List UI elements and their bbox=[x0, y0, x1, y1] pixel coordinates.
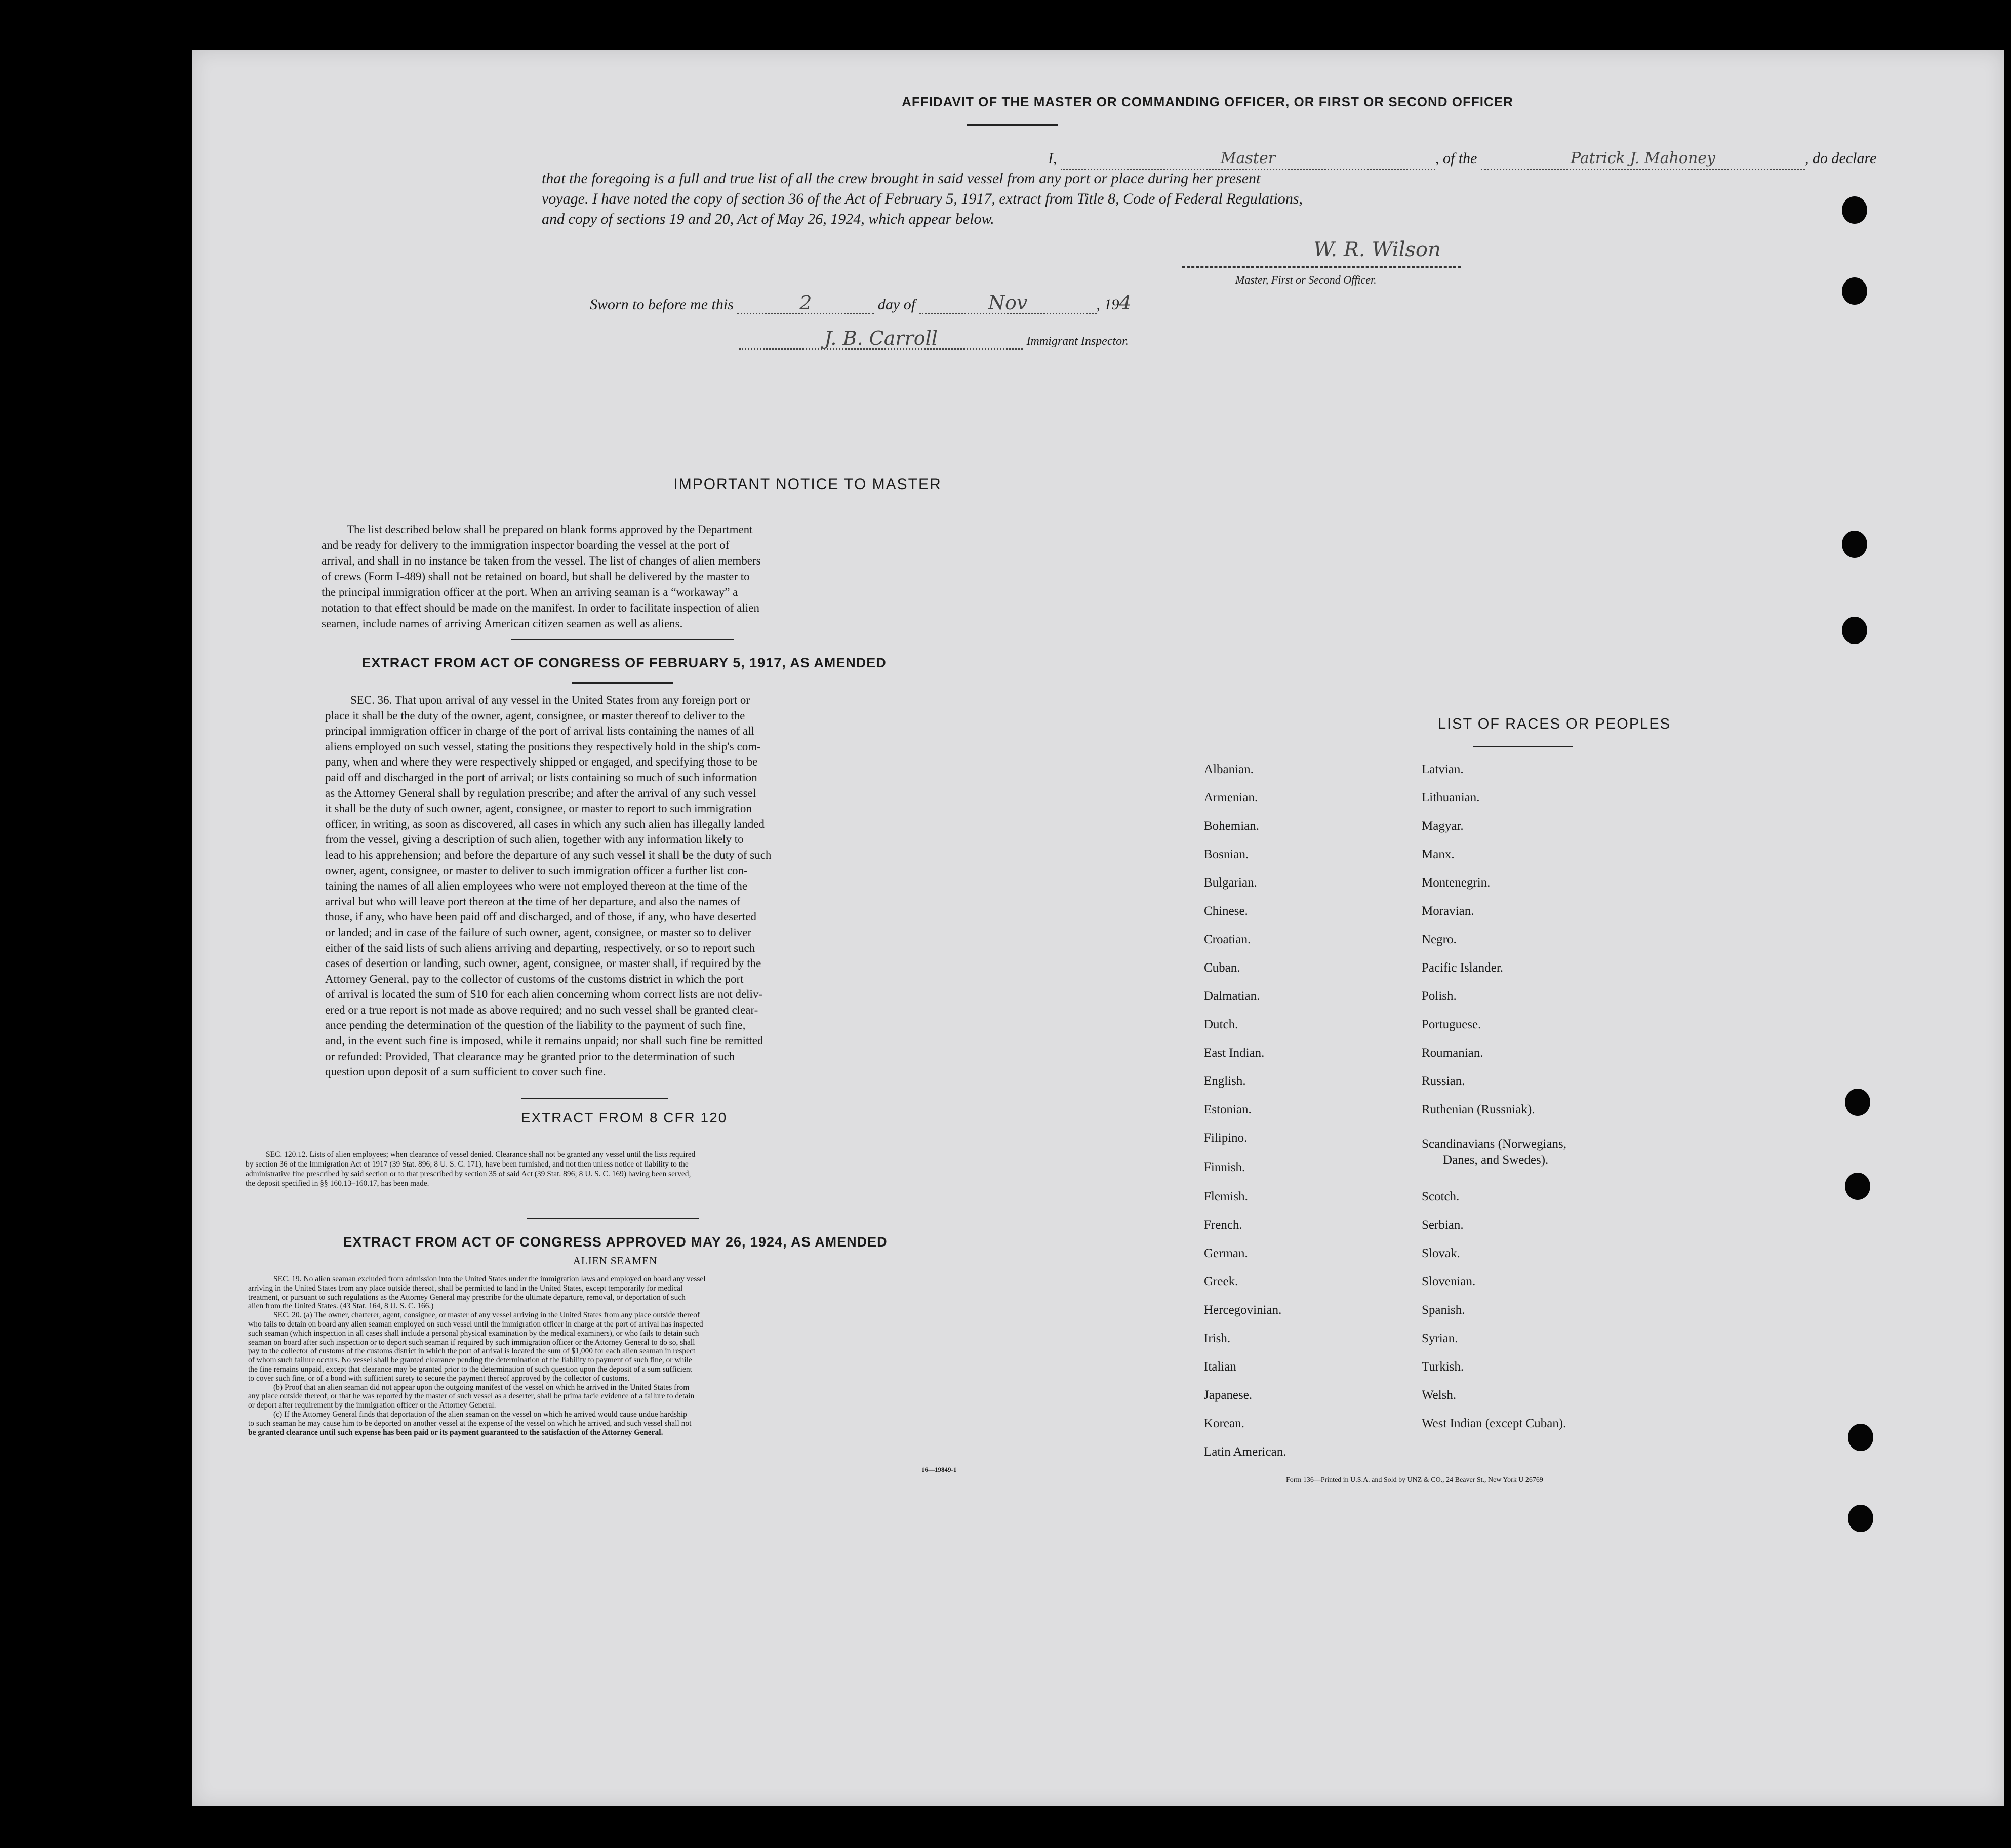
day-field: 2 bbox=[737, 293, 874, 314]
alien-seamen-subtitle: ALIEN SEAMEN bbox=[573, 1255, 658, 1267]
race-item: Bosnian. bbox=[1204, 848, 1249, 861]
race-item: Latvian. bbox=[1422, 762, 1464, 776]
notice-line: the principal immigration officer at the port. When an arriving seaman is a “workaway” a bbox=[321, 586, 738, 598]
section-line: ered or a true report is not made as above required; and no such vessel shall be granted clear- bbox=[325, 1003, 758, 1016]
race-item: Finnish. bbox=[1204, 1160, 1245, 1174]
race-item: Japanese. bbox=[1204, 1388, 1253, 1402]
race-item: Hercegovinian. bbox=[1204, 1303, 1282, 1317]
race-item: Flemish. bbox=[1204, 1190, 1248, 1203]
section-line: pay to the collector of customs of the customs district in which the port of arrival is located the sum of $1,000 for each alien seaman in respect bbox=[248, 1347, 696, 1356]
cfr-line: SEC. 120.12. Lists of alien employees; when clearance of vessel denied. Clearance shall not be granted any vessel until the lists required bbox=[266, 1150, 696, 1159]
race-item: Scandinavians (Norwegians, bbox=[1422, 1137, 1567, 1151]
race-item: Italian bbox=[1204, 1360, 1236, 1374]
punch-hole bbox=[1845, 1089, 1870, 1116]
section-line: of arrival is located the sum of $10 for each alien concerning whom correct lists are not deliv- bbox=[325, 988, 763, 1001]
affidavit-line-4: and copy of sections 19 and 20, Act of May 26, 1924, which appear below. bbox=[542, 211, 994, 227]
race-item: East Indian. bbox=[1204, 1046, 1265, 1060]
notice-line: arrival, and shall in no instance be taken from the vessel. The list of changes of alien members bbox=[321, 554, 761, 567]
race-item: French. bbox=[1204, 1218, 1242, 1232]
affidavit-line-3: voyage. I have noted the copy of section 36 of the Act of February 5, 1917, extract from Title 8, Code of Federal Regulations, bbox=[542, 190, 1303, 207]
section-line: cases of desertion or landing, such owner, agent, consignee, or master shall, if required by the bbox=[325, 957, 761, 970]
divider bbox=[511, 639, 734, 640]
punch-hole bbox=[1848, 1505, 1873, 1532]
race-item: Roumanian. bbox=[1422, 1046, 1483, 1060]
year-prefix: , 19 bbox=[1096, 296, 1119, 313]
divider bbox=[521, 1098, 668, 1099]
section-line: aliens employed on such vessel, stating the positions they respectively hold in the ship's com- bbox=[325, 740, 761, 753]
sworn-line bbox=[590, 293, 1132, 315]
affidavit-line-2: that the foregoing is a full and true list of all the crew brought in said vessel from any port or place during her present bbox=[542, 170, 1261, 187]
race-item: Dutch. bbox=[1204, 1018, 1238, 1031]
vessel-name-field: Patrick J. Mahoney bbox=[1481, 148, 1805, 170]
section-line: question upon deposit of a sum sufficient to cover such fine. bbox=[325, 1065, 606, 1078]
section-line: be granted clearance until such expense has been paid or its payment guaranteed to the satisfaction of the Attorney General. bbox=[248, 1428, 663, 1437]
section-line: pany, when and where they were respectively shipped or engaged, and specifying those to be bbox=[325, 755, 758, 769]
year-field: 4 bbox=[1119, 292, 1132, 314]
officer-caption: Master, First or Second Officer. bbox=[1235, 273, 1377, 286]
race-item: Manx. bbox=[1422, 848, 1455, 861]
race-item: Lithuanian. bbox=[1422, 791, 1480, 805]
race-item: Armenian. bbox=[1204, 791, 1258, 805]
section-line: arrival but who will leave port thereon at the time of her departure, and also the names of bbox=[325, 895, 741, 908]
notice-line: notation to that effect should be made on the manifest. In order to facilitate inspection of alien bbox=[321, 601, 759, 614]
section-line: ance pending the determination of the question of the liability to the payment of such fine, bbox=[325, 1019, 746, 1032]
section-line: principal immigration officer in charge of the port of arrival lists containing the names of all bbox=[325, 725, 754, 738]
race-item: Spanish. bbox=[1422, 1303, 1465, 1317]
divider bbox=[527, 1218, 699, 1219]
race-item: Pacific Islander. bbox=[1422, 961, 1504, 975]
race-item: English. bbox=[1204, 1074, 1246, 1088]
section-line: alien from the United States. (43 Stat. 164, 8 U. S. C. 166.) bbox=[248, 1302, 434, 1311]
section-line: SEC. 20. (a) The owner, charterer, agent, consignee, or master of any vessel arriving in the United States from any place outside thereof bbox=[273, 1311, 700, 1320]
race-item: Bohemian. bbox=[1204, 819, 1260, 833]
extract-1917-title: EXTRACT FROM ACT OF CONGRESS OF FEBRUARY 5, 1917, AS AMENDED bbox=[361, 655, 887, 670]
punch-hole bbox=[1842, 277, 1867, 305]
race-item: Moravian. bbox=[1422, 904, 1474, 918]
race-item: Latin American. bbox=[1204, 1445, 1286, 1459]
section-line: as the Attorney General shall by regulation prescribe; and after the arrival of any such vessel bbox=[325, 786, 756, 799]
race-item: Estonian. bbox=[1204, 1103, 1252, 1116]
section-line: those, if any, who have been paid off and discharged, and of those, if any, who have deserted bbox=[325, 910, 757, 923]
punch-hole bbox=[1842, 617, 1867, 644]
of-the-label: , of the bbox=[1435, 150, 1477, 167]
section-line: either of the said lists of such aliens arriving and departing, respectively, or so to report such bbox=[325, 941, 755, 954]
section-line: SEC. 36. That upon arrival of any vessel in the United States from any foreign port or bbox=[350, 694, 750, 706]
section-line: officer, in writing, as soon as discovered, all cases in which any such alien has illegally landed bbox=[325, 817, 765, 830]
race-item: German. bbox=[1204, 1247, 1248, 1260]
extract-1917-body bbox=[325, 693, 912, 1080]
section-line: lead to his apprehension; and before the departure of any such vessel it shall be the duty of such bbox=[325, 848, 772, 861]
section-line: such seaman (which inspection in all cases shall include a personal physical examination by the medical examiners), or who fails to detain such bbox=[248, 1329, 699, 1338]
section-line: to such seaman he may cause him to be deported on another vessel at the expense of the vessel on which he arrived, and such vessel shall not bbox=[248, 1419, 692, 1428]
race-item: Turkish. bbox=[1422, 1360, 1464, 1374]
inspector-caption: Immigrant Inspector. bbox=[1026, 335, 1129, 348]
race-item: Danes, and Swedes). bbox=[1443, 1153, 1549, 1167]
notice-body bbox=[321, 521, 927, 631]
race-item: Slovak. bbox=[1422, 1247, 1460, 1260]
form-printer-line: Form 136—Printed in U.S.A. and Sold by UNZ & CO., 24 Beaver St., New York U 26769 bbox=[1286, 1476, 1543, 1484]
race-item: Croatian. bbox=[1204, 933, 1251, 946]
cfr-line: the deposit specified in §§ 160.13–160.17, has been made. bbox=[246, 1179, 429, 1188]
race-item: Welsh. bbox=[1422, 1388, 1457, 1402]
cfr-body bbox=[246, 1150, 980, 1188]
affidavit-title: AFFIDAVIT OF THE MASTER OR COMMANDING OFFICER, OR FIRST OR SECOND OFFICER bbox=[902, 94, 1513, 109]
race-item: Dalmatian. bbox=[1204, 989, 1260, 1003]
extract-1924-title: EXTRACT FROM ACT OF CONGRESS APPROVED MAY 26, 1924, AS AMENDED bbox=[343, 1234, 888, 1250]
race-item: Bulgarian. bbox=[1204, 876, 1257, 890]
divider bbox=[967, 124, 1058, 126]
race-item: Chinese. bbox=[1204, 904, 1248, 918]
race-item: Negro. bbox=[1422, 933, 1457, 946]
extract-1924-body bbox=[248, 1275, 977, 1437]
race-item: Filipino. bbox=[1204, 1131, 1248, 1145]
section-line: taining the names of all alien employees who were not employed thereon at the time of the bbox=[325, 879, 748, 893]
notice-title: IMPORTANT NOTICE TO MASTER bbox=[673, 476, 942, 493]
section-line: seaman on board after such inspection or to deport such seaman if required by such immigration officer or the Attorney General to do so, shall bbox=[248, 1338, 695, 1347]
month-field: Nov bbox=[919, 293, 1097, 314]
notice-line: and be ready for delivery to the immigration inspector boarding the vessel at the port of bbox=[321, 539, 730, 551]
race-item: Polish. bbox=[1422, 989, 1457, 1003]
punch-hole bbox=[1848, 1424, 1873, 1451]
section-line: any place outside thereof, or that he was reported by the master of such vessel as a deserter, shall be prima facie evidence of a failure to detain bbox=[248, 1392, 695, 1401]
section-line: or landed; and in case of the failure of such owner, agent, consignee, or master so to deliver bbox=[325, 926, 752, 939]
section-line: who fails to detain on board any alien seaman employed on such vessel until the immigration officer in charge at the port of arrival has inspected bbox=[248, 1319, 703, 1329]
section-line: of whom such failure occurs. No vessel shall be granted clearance pending the determination of the liability to payment of such fine, or while bbox=[248, 1356, 692, 1365]
section-line: place it shall be the duty of the owner, agent, consignee, or master thereof to deliver to the bbox=[325, 709, 745, 722]
race-item: Korean. bbox=[1204, 1417, 1244, 1430]
races-title: LIST OF RACES OR PEOPLES bbox=[1437, 716, 1671, 732]
race-item: West Indian (except Cuban). bbox=[1422, 1417, 1566, 1430]
section-line: and, in the event such fine is imposed, while it remains unpaid; nor shall such fine be remitted bbox=[325, 1034, 763, 1048]
race-item: Ruthenian (Russniak). bbox=[1422, 1103, 1535, 1116]
section-line: (b) Proof that an alien seaman did not appear upon the outgoing manifest of the vessel on which he arrived in the United States from bbox=[273, 1383, 690, 1392]
do-declare-label: , do declare bbox=[1805, 150, 1877, 167]
race-item: Syrian. bbox=[1422, 1332, 1458, 1345]
divider bbox=[1473, 746, 1573, 747]
section-line: owner, agent, consignee, or master to deliver to such immigration officer a further list con- bbox=[325, 864, 748, 877]
inspector-line bbox=[739, 328, 1129, 351]
section-line: or refunded: Provided, That clearance may be granted prior to the determination of such bbox=[325, 1050, 735, 1063]
inspector-signature: J. B. Carroll bbox=[739, 328, 1023, 350]
signature-line bbox=[1182, 266, 1461, 268]
divider bbox=[572, 682, 673, 684]
section-line: it shall be the duty of such owner, agent, consignee, or master to report to such immigration bbox=[325, 802, 752, 815]
section-line: to cover such fine, or of a bond with sufficient surety to secure the payment thereof approved by the collector of customs. bbox=[248, 1374, 630, 1383]
section-line: treatment, or pursuant to such regulations as the Attorney General may prescribe for the ultimate departure, removal, or deportation of such bbox=[248, 1293, 686, 1302]
cfr-line: administrative fine prescribed by said section or to that prescribed by section 35 of said Act (39 Stat. 896; 8 U. S. C. 169) having been served, bbox=[246, 1170, 691, 1178]
race-item: Irish. bbox=[1204, 1332, 1231, 1345]
race-item: Russian. bbox=[1422, 1074, 1465, 1088]
punch-hole bbox=[1842, 531, 1867, 558]
race-item: Scotch. bbox=[1422, 1190, 1460, 1203]
notice-line: The list described below shall be prepared on blank forms approved by the Department bbox=[347, 523, 753, 536]
race-item: Portuguese. bbox=[1422, 1018, 1481, 1031]
section-line: SEC. 19. No alien seaman excluded from admission into the United States under the immigration laws and employed on board any vessel bbox=[273, 1275, 706, 1283]
section-line: the fine remains unpaid, except that clearance may be granted prior to the determination of such question upon the deposit of a sum sufficient bbox=[248, 1364, 692, 1374]
race-item: Albanian. bbox=[1204, 762, 1254, 776]
race-item: Cuban. bbox=[1204, 961, 1240, 975]
day-of-label: day of bbox=[877, 296, 916, 313]
section-line: or deport after requirement by the immigration officer or the Attorney General. bbox=[248, 1401, 496, 1410]
notice-line: seamen, include names of arriving American citizen seamen as well as aliens. bbox=[321, 617, 683, 630]
punch-hole bbox=[1845, 1173, 1870, 1200]
document-page bbox=[192, 50, 2004, 1806]
race-item: Montenegrin. bbox=[1422, 876, 1491, 890]
cfr-line: by section 36 of the Immigration Act of 1917 (39 Stat. 896; 8 U. S. C. 171), have been furnished, and not then unless notice of liability to the bbox=[246, 1160, 689, 1169]
i-label: I, bbox=[1048, 150, 1057, 167]
sworn-label: Sworn to before me this bbox=[590, 296, 734, 313]
section-line: Attorney General, pay to the collector of customs of the customs district in which the port bbox=[325, 972, 744, 985]
master-name-field: Master bbox=[1061, 148, 1435, 170]
affidavit-line-1 bbox=[1048, 148, 1877, 170]
form-code: 16—19849-1 bbox=[921, 1466, 957, 1473]
race-item: Serbian. bbox=[1422, 1218, 1464, 1232]
race-item: Greek. bbox=[1204, 1275, 1238, 1289]
notice-line: of crews (Form I-489) shall not be retained on board, but shall be delivered by the master to bbox=[321, 570, 750, 583]
section-line: paid off and discharged in the port of arrival; or lists containing so much of such information bbox=[325, 771, 757, 784]
race-item: Magyar. bbox=[1422, 819, 1464, 833]
section-line: arriving in the United States from any place outside thereof, shall be permitted to land in the United States, except temporarily for medical bbox=[248, 1283, 683, 1293]
cfr-title: EXTRACT FROM 8 CFR 120 bbox=[520, 1110, 728, 1126]
punch-hole bbox=[1842, 196, 1867, 224]
race-item: Slovenian. bbox=[1422, 1275, 1476, 1289]
section-line: from the vessel, giving a description of such alien, together with any information likely to bbox=[325, 833, 744, 846]
section-line: (c) If the Attorney General finds that deportation of the alien seaman on the vessel on which he arrived would cause undue hardship bbox=[273, 1410, 687, 1419]
master-signature: W. R. Wilson bbox=[1313, 238, 1441, 261]
